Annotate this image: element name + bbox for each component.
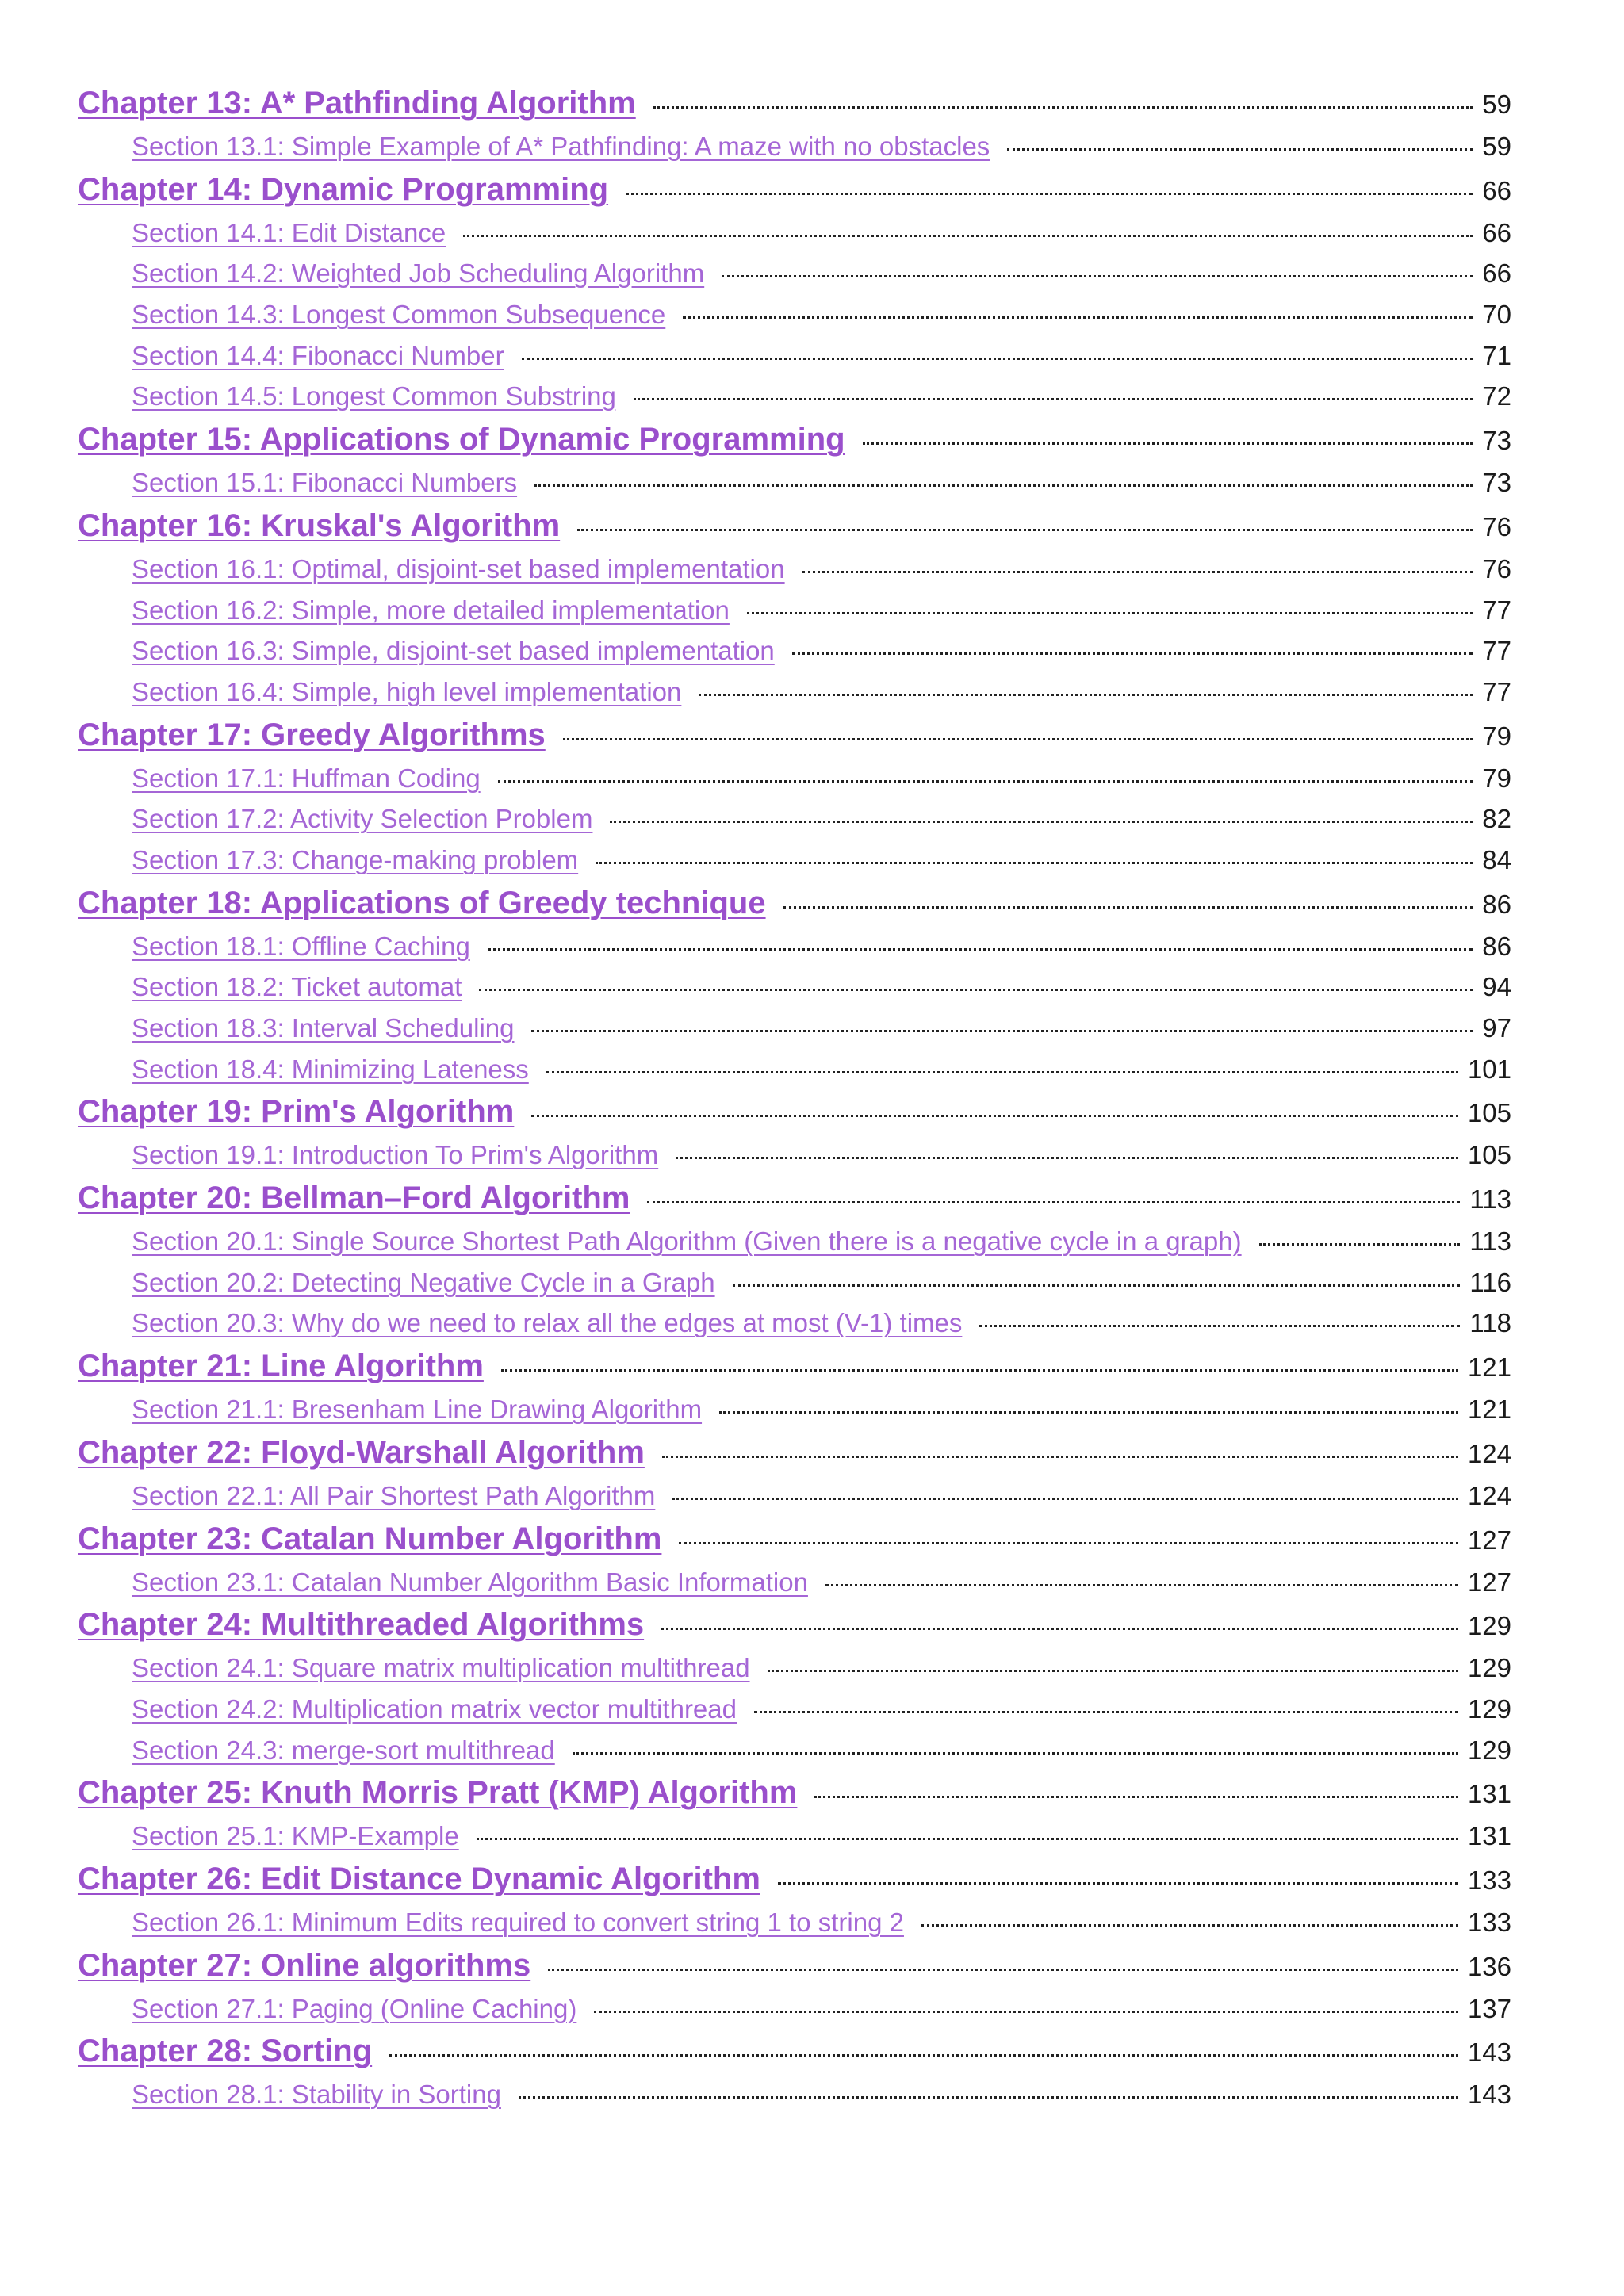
dot-leader — [683, 316, 1473, 319]
dot-leader — [519, 2096, 1458, 2099]
section-link[interactable]: Section 17.2: Activity Selection Problem — [132, 804, 593, 834]
page-number: 127 — [1467, 1567, 1511, 1597]
toc-chapter-row — [78, 167, 1511, 212]
dot-leader — [661, 1628, 1458, 1630]
table-of-contents — [78, 81, 1511, 2115]
chapter-link[interactable]: Chapter 27: Online algorithms — [78, 1947, 531, 1983]
chapter-link[interactable]: Chapter 15: Applications of Dynamic Programming — [78, 422, 845, 457]
section-link[interactable]: Section 14.3: Longest Common Subsequence — [132, 300, 666, 330]
section-link[interactable]: Section 14.4: Fibonacci Number — [132, 340, 504, 370]
dot-leader — [563, 738, 1473, 740]
page-number: 131 — [1467, 1821, 1511, 1851]
section-link[interactable]: Section 18.2: Ticket automat — [132, 972, 462, 1002]
toc-section-row — [78, 590, 1511, 631]
dot-leader — [792, 652, 1473, 655]
page-number: 79 — [1482, 763, 1511, 793]
chapter-link[interactable]: Chapter 24: Multithreaded Algorithms — [78, 1607, 645, 1643]
toc-chapter-row — [78, 1770, 1511, 1816]
section-link[interactable]: Section 20.2: Detecting Negative Cycle in a Graph — [132, 1267, 715, 1297]
section-link[interactable]: Section 18.1: Offline Caching — [132, 931, 470, 961]
dot-leader — [662, 1456, 1458, 1458]
dot-leader — [501, 1369, 1458, 1372]
toc-chapter-row — [78, 881, 1511, 926]
toc-section-row — [78, 1221, 1511, 1262]
section-link[interactable]: Section 28.1: Stability in Sorting — [132, 2080, 501, 2110]
section-link[interactable]: Section 26.1: Minimum Edits required to convert string 1 to string 2 — [132, 1907, 904, 1937]
section-link[interactable]: Section 17.3: Change-making problem — [132, 844, 579, 874]
page-number: 129 — [1467, 1611, 1511, 1641]
dot-leader — [783, 906, 1473, 909]
toc-section-row — [78, 1475, 1511, 1517]
toc-section-row — [78, 630, 1511, 672]
section-link[interactable]: Section 20.1: Single Source Shortest Path Algorithm (Given there is a negative cycle in a graph) — [132, 1226, 1242, 1257]
chapter-link[interactable]: Chapter 16: Kruskal's Algorithm — [78, 507, 561, 543]
toc-section-row — [78, 1303, 1511, 1344]
dot-leader — [647, 1201, 1460, 1203]
dot-leader — [814, 1796, 1458, 1798]
chapter-link[interactable]: Chapter 13: A* Pathfinding Algorithm — [78, 86, 636, 121]
section-link[interactable]: Section 14.1: Edit Distance — [132, 217, 446, 247]
section-link[interactable]: Section 23.1: Catalan Number Algorithm Basic Information — [132, 1567, 808, 1597]
page-number: 116 — [1469, 1267, 1511, 1297]
toc-chapter-row — [78, 1430, 1511, 1475]
section-link[interactable]: Section 24.3: merge-sort multithread — [132, 1735, 555, 1765]
section-link[interactable]: Section 15.1: Fibonacci Numbers — [132, 468, 518, 498]
toc-section-row — [78, 1049, 1511, 1090]
section-link[interactable]: Section 20.3: Why do we need to relax all the edges at most (V-1) times — [132, 1308, 963, 1338]
chapter-link[interactable]: Chapter 18: Applications of Greedy technique — [78, 885, 766, 920]
page-number: 113 — [1469, 1226, 1511, 1257]
dot-leader — [531, 1115, 1458, 1117]
toc-chapter-row — [78, 713, 1511, 758]
toc-section-row — [78, 1562, 1511, 1603]
page-number: 66 — [1482, 258, 1511, 289]
page-number: 59 — [1482, 132, 1511, 161]
dot-leader — [1259, 1243, 1461, 1246]
chapter-link[interactable]: Chapter 22: Floyd-Warshall Algorithm — [78, 1434, 645, 1470]
section-link[interactable]: Section 14.5: Longest Common Substring — [132, 381, 616, 411]
section-link[interactable]: Section 18.4: Minimizing Lateness — [132, 1054, 529, 1084]
section-link[interactable]: Section 21.1: Bresenham Line Drawing Algorithm — [132, 1395, 703, 1425]
chapter-link[interactable]: Chapter 26: Edit Distance Dynamic Algorithm — [78, 1861, 760, 1896]
page-number: 118 — [1469, 1308, 1511, 1338]
dot-leader — [546, 1071, 1458, 1073]
dot-leader — [1007, 148, 1473, 151]
toc-chapter-row — [78, 1344, 1511, 1389]
page-number: 137 — [1467, 1993, 1511, 2023]
section-link[interactable]: Section 24.2: Multiplication matrix vector multithread — [132, 1693, 737, 1724]
dot-leader — [863, 442, 1473, 445]
page-number: 129 — [1467, 1653, 1511, 1683]
dot-leader — [463, 235, 1473, 237]
page-number: 82 — [1482, 804, 1511, 834]
section-link[interactable]: Section 27.1: Paging (Online Caching) — [132, 1993, 577, 2023]
toc-section-row — [78, 2074, 1511, 2115]
dot-leader — [548, 1969, 1458, 1971]
dot-leader — [488, 948, 1473, 951]
page-number: 121 — [1467, 1395, 1511, 1425]
section-link[interactable]: Section 25.1: KMP-Example — [132, 1821, 459, 1851]
page-number: 105 — [1467, 1140, 1511, 1170]
toc-chapter-row — [78, 1089, 1511, 1135]
dot-leader — [754, 1711, 1458, 1713]
dot-leader — [979, 1325, 1460, 1327]
toc-chapter-row — [78, 1943, 1511, 1988]
chapter-link[interactable]: Chapter 23: Catalan Number Algorithm — [78, 1521, 662, 1556]
dot-leader — [802, 571, 1473, 573]
dot-leader — [534, 484, 1473, 487]
dot-leader — [477, 1838, 1458, 1840]
section-link[interactable]: Section 16.2: Simple, more detailed implementation — [132, 595, 730, 625]
page-number: 129 — [1467, 1735, 1511, 1765]
toc-section-row — [78, 1262, 1511, 1303]
page-number: 77 — [1482, 636, 1511, 666]
toc-chapter-row — [78, 503, 1511, 549]
toc-section-row — [78, 335, 1511, 377]
page-number: 72 — [1482, 381, 1511, 411]
toc-section-row — [78, 798, 1511, 840]
toc-section-row — [78, 294, 1511, 335]
page-number: 76 — [1482, 511, 1511, 541]
section-link[interactable]: Section 19.1: Introduction To Prim's Algorithm — [132, 1140, 659, 1170]
chapter-link[interactable]: Chapter 21: Line Algorithm — [78, 1349, 484, 1384]
chapter-link[interactable]: Chapter 17: Greedy Algorithms — [78, 717, 546, 752]
page-number: 143 — [1467, 2080, 1511, 2110]
dot-leader — [626, 193, 1473, 195]
dot-leader — [479, 989, 1473, 991]
page-number: 97 — [1482, 1013, 1511, 1043]
toc-section-row — [78, 672, 1511, 713]
chapter-link[interactable]: Chapter 19: Prim's Algorithm — [78, 1094, 515, 1130]
toc-section-row — [78, 253, 1511, 294]
page-number: 124 — [1467, 1438, 1511, 1468]
chapter-link[interactable]: Chapter 14: Dynamic Programming — [78, 171, 609, 207]
page-number: 66 — [1482, 217, 1511, 247]
page-number: 121 — [1467, 1353, 1511, 1383]
chapter-link[interactable]: Chapter 28: Sorting — [78, 2034, 373, 2069]
page-number: 133 — [1467, 1865, 1511, 1895]
toc-section-row — [78, 1008, 1511, 1049]
page-number: 73 — [1482, 426, 1511, 456]
section-link[interactable]: Section 14.2: Weighted Job Scheduling Algorithm — [132, 258, 705, 289]
toc-section-row — [78, 1730, 1511, 1771]
section-link[interactable]: Section 18.3: Interval Scheduling — [132, 1013, 515, 1043]
toc-section-row — [78, 376, 1511, 417]
toc-section-row — [78, 1988, 1511, 2030]
dot-leader — [498, 780, 1473, 783]
page-number: 76 — [1482, 553, 1511, 584]
toc-section-row — [78, 126, 1511, 167]
dot-leader — [573, 1752, 1458, 1755]
section-link[interactable]: Section 13.1: Simple Example of A* Pathfinding: A maze with no obstacles — [132, 132, 990, 161]
page-number: 71 — [1482, 340, 1511, 370]
dot-leader — [634, 398, 1473, 400]
toc-section-row — [78, 462, 1511, 503]
section-link[interactable]: Section 16.1: Optimal, disjoint-set based implementation — [132, 553, 785, 584]
page-number: 131 — [1467, 1779, 1511, 1809]
page-number: 113 — [1469, 1184, 1511, 1215]
dot-leader — [921, 1924, 1458, 1927]
dot-leader — [672, 1498, 1458, 1500]
page-number: 129 — [1467, 1693, 1511, 1724]
page-number: 86 — [1482, 889, 1511, 919]
dot-leader — [768, 1670, 1458, 1672]
toc-section-row — [78, 1816, 1511, 1857]
page-number: 79 — [1482, 721, 1511, 751]
dot-leader — [722, 275, 1473, 277]
dot-leader — [522, 358, 1473, 360]
dot-leader — [531, 1030, 1473, 1032]
dot-leader — [679, 1542, 1458, 1544]
page-number: 143 — [1467, 2038, 1511, 2068]
section-link[interactable]: Section 24.1: Square matrix multiplication multithread — [132, 1653, 750, 1683]
dot-leader — [699, 694, 1473, 696]
toc-section-row — [78, 1902, 1511, 1943]
dot-leader — [676, 1157, 1458, 1159]
chapter-link[interactable]: Chapter 25: Knuth Morris Pratt (KMP) Algorithm — [78, 1775, 798, 1811]
dot-leader — [747, 612, 1473, 614]
dot-leader — [577, 529, 1473, 531]
page-number: 127 — [1467, 1525, 1511, 1555]
dot-leader — [653, 106, 1473, 109]
toc-section-row — [78, 1689, 1511, 1730]
toc-section-row — [78, 758, 1511, 799]
section-link[interactable]: Section 17.1: Huffman Coding — [132, 763, 481, 793]
toc-chapter-row — [78, 1517, 1511, 1562]
dot-leader — [596, 862, 1473, 864]
section-link[interactable]: Section 16.3: Simple, disjoint-set based implementation — [132, 636, 775, 666]
toc-chapter-row — [78, 1602, 1511, 1647]
toc-section-row — [78, 840, 1511, 881]
page-number: 94 — [1482, 972, 1511, 1002]
section-link[interactable]: Section 16.4: Simple, high level implementation — [132, 676, 682, 706]
toc-chapter-row — [78, 417, 1511, 462]
page-number: 73 — [1482, 468, 1511, 498]
page-number: 124 — [1467, 1480, 1511, 1510]
page-number: 77 — [1482, 676, 1511, 706]
toc-section-row — [78, 926, 1511, 967]
toc-section-row — [78, 1647, 1511, 1689]
dot-leader — [610, 821, 1473, 823]
page-number: 105 — [1467, 1098, 1511, 1128]
page-number: 86 — [1482, 931, 1511, 961]
toc-chapter-row — [78, 1857, 1511, 1902]
dot-leader — [825, 1584, 1458, 1586]
chapter-link[interactable]: Chapter 20: Bellman–Ford Algorithm — [78, 1181, 630, 1216]
page-number: 70 — [1482, 300, 1511, 330]
toc-section-row — [78, 966, 1511, 1008]
toc-section-row — [78, 549, 1511, 590]
page-number: 77 — [1482, 595, 1511, 625]
toc-chapter-row — [78, 1176, 1511, 1221]
dot-leader — [389, 2054, 1458, 2057]
dot-leader — [594, 2011, 1458, 2013]
dot-leader — [733, 1284, 1461, 1287]
toc-section-row — [78, 1389, 1511, 1430]
section-link[interactable]: Section 22.1: All Pair Shortest Path Algorithm — [132, 1480, 656, 1510]
page-number: 133 — [1467, 1907, 1511, 1937]
page-number: 101 — [1467, 1054, 1511, 1084]
toc-chapter-row — [78, 81, 1511, 126]
toc-section-row — [78, 1135, 1511, 1176]
page-number: 84 — [1482, 844, 1511, 874]
dot-leader — [778, 1882, 1458, 1885]
toc-chapter-row — [78, 2029, 1511, 2074]
toc-section-row — [78, 212, 1511, 254]
page-number: 59 — [1482, 90, 1511, 119]
dot-leader — [719, 1411, 1458, 1414]
page-number: 66 — [1482, 175, 1511, 205]
page-number: 136 — [1467, 1951, 1511, 1981]
